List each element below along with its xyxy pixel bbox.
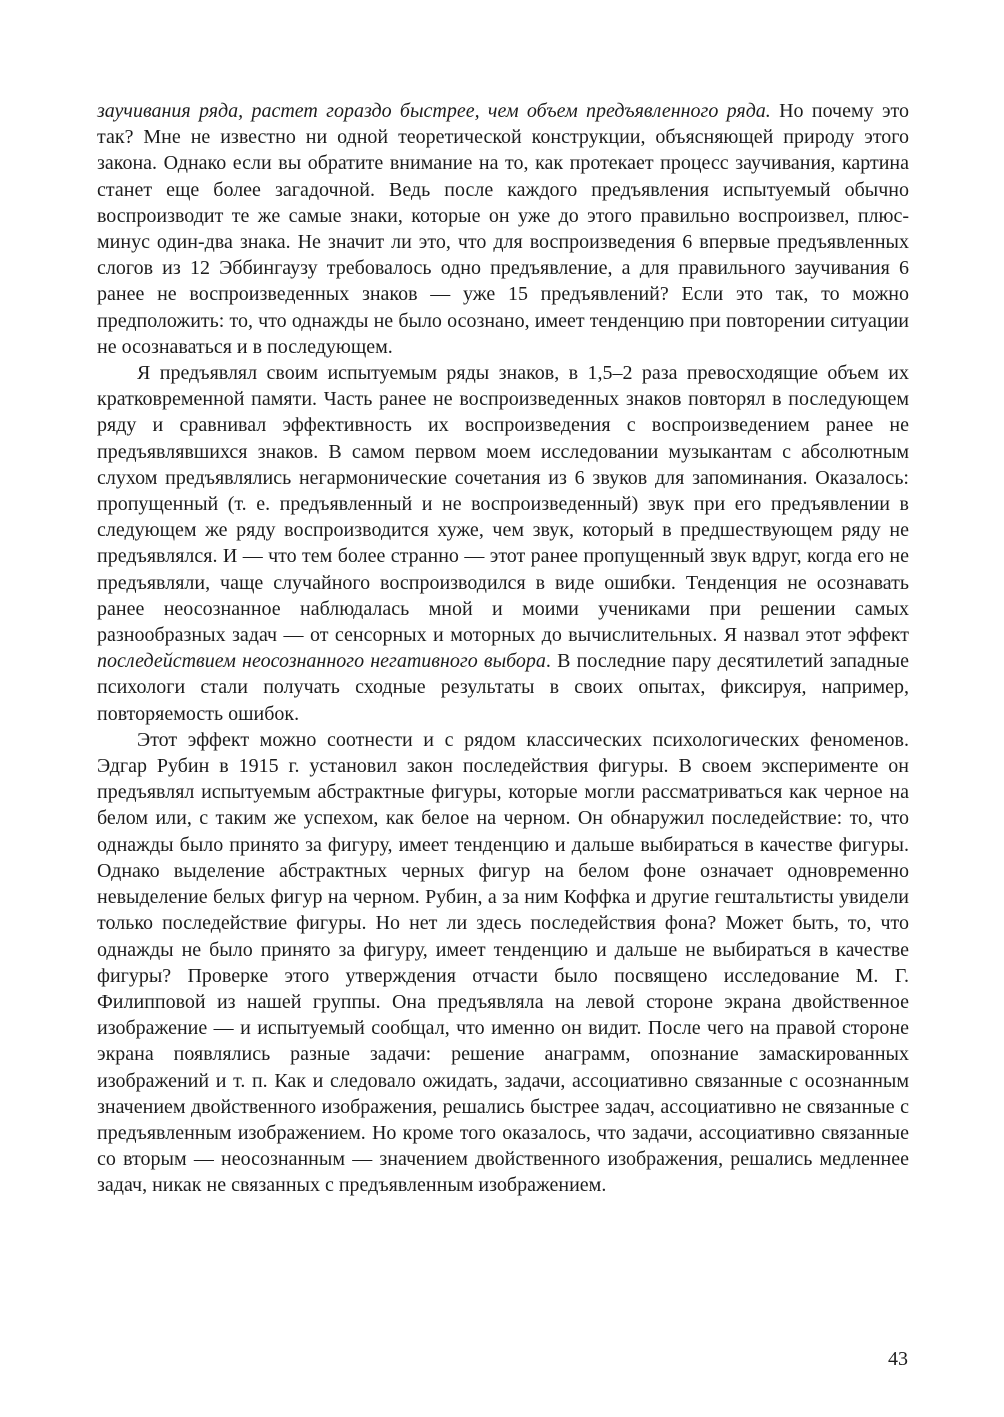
paragraph-3 [97,727,909,1199]
paragraph-1-text: Но почему это так? Мне не известно ни одной теоретической конструкции, объясняющей природу этого закона. Однако если вы обратите внимание на то, как протекает процесс заучивания, картина станет еще более загадочной. Ведь после каждого предъявления испытуемый обычно воспроизводит те же самые знаки, которые он уже до этого правильно воспроизвел, плюс-минус один-два знака. Не значит ли это, что для воспроизведения 6 впервые предъявленных слогов из 12 Эббингаузу требовалось одно предъявление, а для правильного заучивания 6 ранее не воспроизведенных знаков — уже 15 предъявлений? Если это так, то можно предположить: то, что однажды не было осознано, имеет тенденцию при повторении ситуации не осознаваться и в последующем. [97,100,910,358]
paragraph-2-italic-term: последействием неосознанного негативного выбора [97,650,546,673]
paragraph-1 [97,98,909,360]
page-body [97,98,909,1199]
paragraph-2-text-b: . В последние пару десятилетий западные психологи стали получать сходные результаты в своих опытах, фиксируя, например, повторяемость ошибок. [97,650,909,725]
paragraph-1-italic-lead: заучивания ряда, растет гораздо быстрее, чем объем предъявленного ряда. [97,100,771,122]
paragraph-2 [97,360,909,727]
page-number: 43 [888,1348,908,1370]
paragraph-2-text-a: Я предъявлял своим испытуемым ряды знаков, в 1,5–2 раза превосходящие объем их кратковременной памяти. Часть ранее не воспроизведенных знаков повторял в последующем ряду и сравнивал эффективность их воспроизведения с воспроизведением ранее не предъявлявшихся знаков. В самом первом моем исследовании музыкантам с абсолютным слухом предъявлялись негармонические сочетания из 6 звуков для запоминания. Оказалось: пропущенный (т. е. предъявленный и не воспроизведенный) звук при его предъявлении в следующем же ряду воспроизводится хуже, чем звук, который в предшествующем ряду не предъявлялся. И — что тем более странно — этот ранее пропущенный звук вдруг, когда его не предъявляли, чаще случайного воспроизводился в виде ошибки. Тенденция не осознавать ранее неосознанное наблюдалась мной и моими учениками при решении самых разнообразных задач — от сенсорных и моторных до вычислительных. Я назвал этот эффект [97,362,909,647]
paragraph-3-text: Этот эффект можно соотнести и с рядом классических психологических феноменов. Эдгар Рубин в 1915 г. установил закон последействия фигуры. В своем эксперименте он предъявлял испытуемым абстрактные фигуры, которые могли рассматриваться как черное на белом или, с таким же успехом, как белое на черном. Он обнаружил последействие: то, что однажды было принято за фигуру, имеет тенденцию и дальше выбираться в качестве фигуры. Однако выделение абстрактных черных фигур на белом фоне означает одновременно невыделение белых фигур на черном. Рубин, а за ним Коффка и другие гештальтисты увидели только последействие фигуры. Но нет ли здесь последействия фона? Может быть, то, что однажды не было принято за фигуру, имеет тенденцию и дальше не выбираться в качестве фигуры? Проверке этого утверждения отчасти было посвящено исследование М. Г. Филипповой из нашей группы. Она предъявляла на левой стороне экрана двойственное изображение — и испытуемый сообщал, что именно он видит. После чего на правой стороне экрана появлялись разные задачи: решение анаграмм, опознание замаскированных изображений и т. п. Как и следовало ожидать, задачи, ассоциативно связанные с осознанным значением двойственного изображения, решались быстрее задач, ассоциативно не связанные с предъявленным изображением. Но кроме того оказалось, что задачи, ассоциативно связанные со вторым — неосознанным — значением двойственного изображения, решались медленнее задач, никак не связанных с предъявленным изображением. [97,728,909,1197]
